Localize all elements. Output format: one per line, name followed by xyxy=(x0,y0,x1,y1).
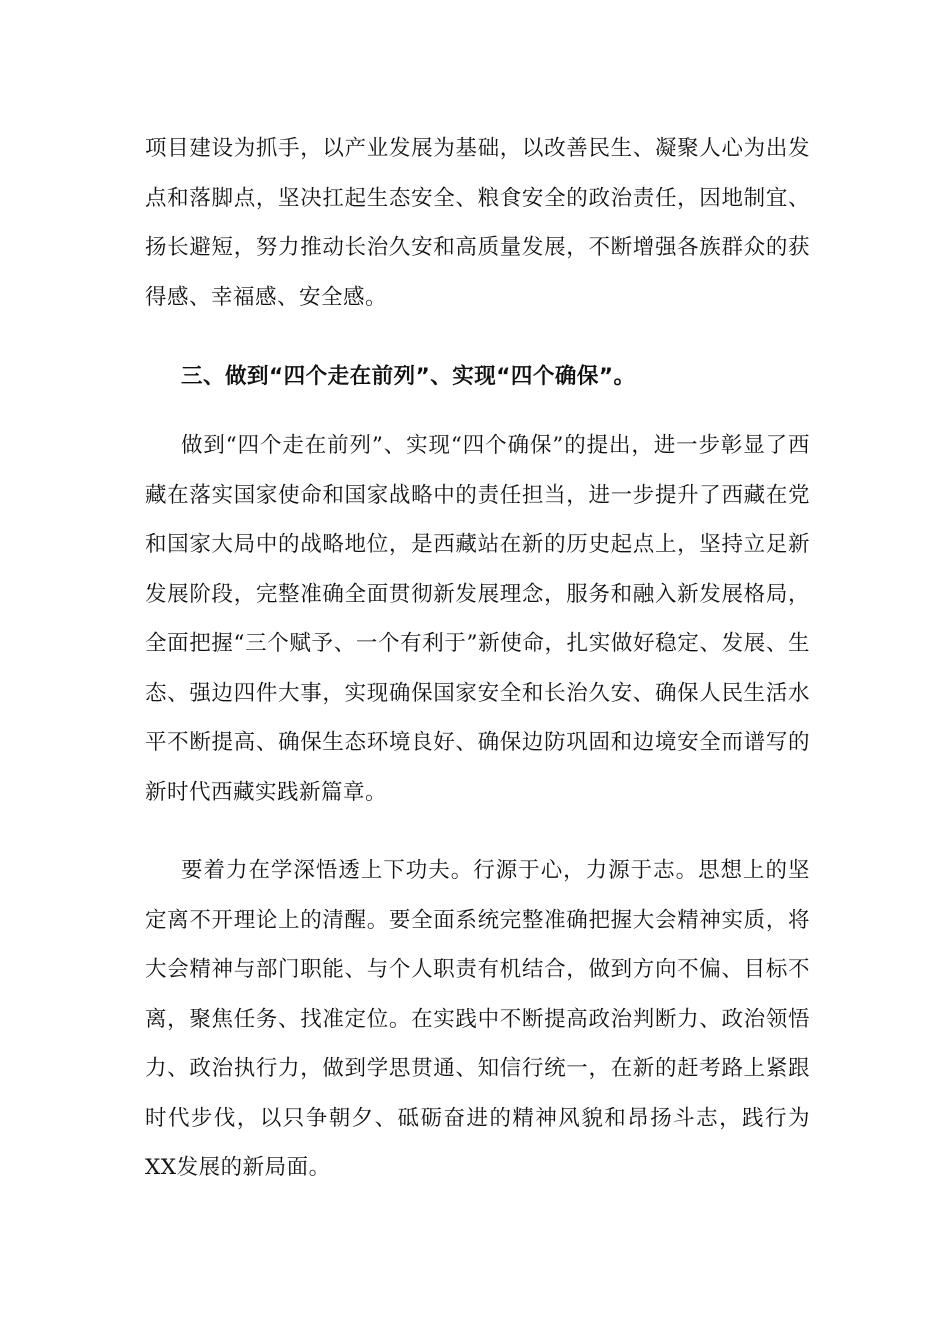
body-paragraph-section-3-intro: 做到“四个走在前列”、实现“四个确保”的提出，进一步彰显了西藏在落实国家使命和国家战略中的责任担当，进一步提升了西藏在党和国家大局中的战略地位，是西藏站在新的历史起点上，坚持立足新发展阶段，完整准确全面贯彻新发展理念，服务和融入新发展格局，全面把握“三个赋予、一个有利于”新使命，扎实做好稳定、发展、生态、强边四件大事，实现确保国家安全和长治久安、确保人民生活水平不断提高、确保生态环境良好、确保边防巩固和边境安全而谱写的新时代西藏实践新篇章。 xyxy=(145,433,810,805)
section-heading-3: 三、做到“四个走在前列”、实现“四个确保”。 xyxy=(181,364,636,389)
body-paragraph-continued: 项目建设为抓手，以产业发展为基础，以改善民生、凝聚人心为出发点和落脚点，坚决扛起生态安全、粮食安全的政治责任，因地制宜、扬长避短，努力推动长治久安和高质量发展，不断增强各族群众的获得感、幸福感、安全感。 xyxy=(145,136,810,310)
body-paragraph-study: 要着力在学深悟透上下功夫。行源于心，力源于志。思想上的坚定离不开理论上的清醒。要全面系统完整准确把握大会精神实质，将大会精神与部门职能、与个人职责有机结合，做到方向不偏、目标不离，聚焦任务、找准定位。在实践中不断提高政治判断力、政治领悟力、政治执行力，做到学思贯通、知信行统一，在新的赶考路上紧跟时代步伐，以只争朝夕、砥砺奋进的精神风貌和昂扬斗志，践行为XX发展的新局面。 xyxy=(145,858,810,1180)
